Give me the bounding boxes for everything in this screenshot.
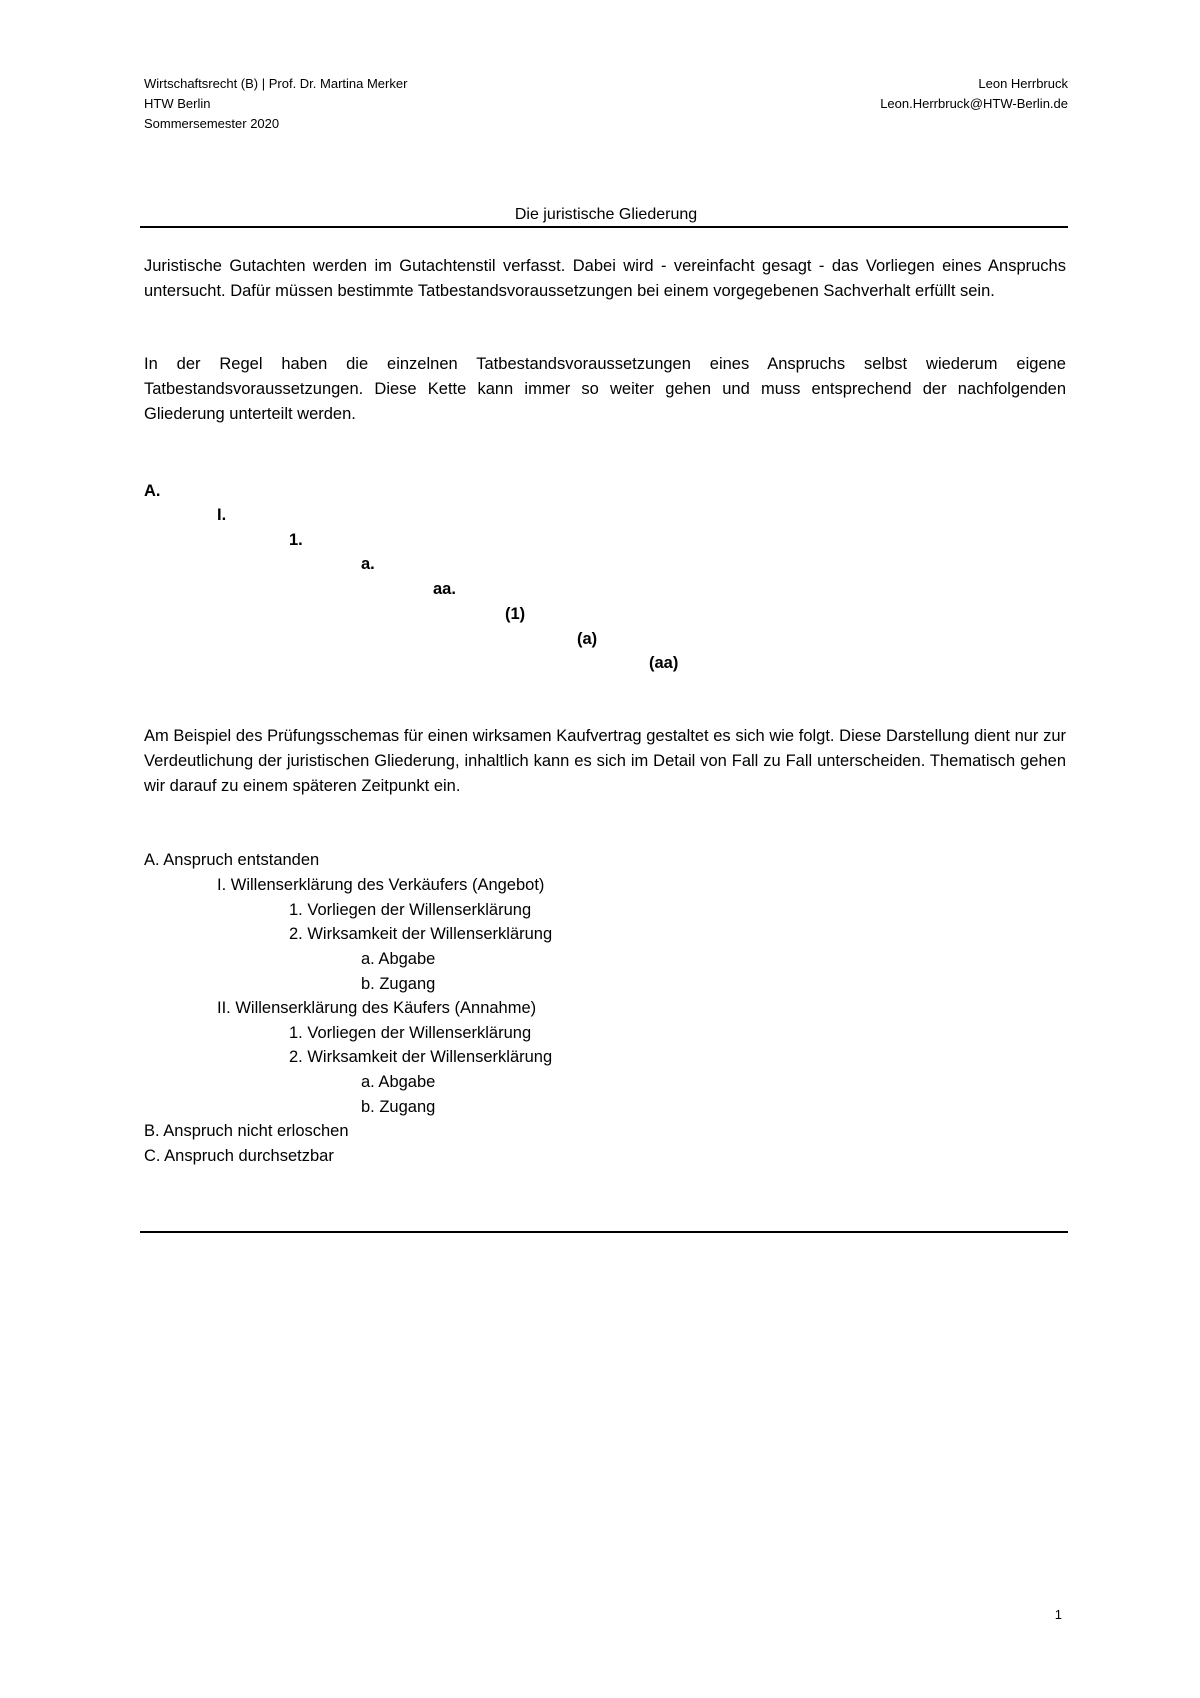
scheme-level-1: A.	[144, 482, 161, 500]
example-line: 2. Wirksamkeit der Willenserklärung	[289, 925, 553, 943]
example-line: C. Anspruch durchsetzbar	[144, 1147, 334, 1165]
example-line: 1. Vorliegen der Willenserklärung	[289, 1024, 532, 1042]
scheme-level-3: 1.	[289, 531, 303, 549]
header-right	[880, 74, 1068, 114]
scheme-level-4: a.	[361, 555, 375, 573]
paragraph-example-intro: Am Beispiel des Prüfungsschemas für einen wirksamen Kaufvertrag gestaltet es sich wie folgt. Diese Darstellung dient nur zur Verdeutlichung der juristischen Gliederung, inhaltlich kann es sich im Detail von Fall zu Fall unterscheiden. Thematisch gehen wir darauf zu einem späteren Zeitpunkt ein.	[144, 727, 1066, 795]
example-line: a. Abgabe	[361, 1073, 436, 1091]
header-email: Leon.Herrbruck@HTW-Berlin.de	[880, 96, 1068, 111]
example-line: A. Anspruch entstanden	[144, 851, 320, 869]
header-university: HTW Berlin	[144, 96, 211, 111]
example-line: b. Zugang	[361, 975, 436, 993]
scheme-level-6: (1)	[505, 605, 526, 623]
title-divider	[140, 226, 1068, 228]
header-author: Leon Herrbruck	[978, 76, 1068, 91]
header-semester: Sommersemester 2020	[144, 116, 280, 131]
example-line: b. Zugang	[361, 1098, 436, 1116]
scheme-level-2: I.	[217, 506, 227, 524]
paragraph-intro: Juristische Gutachten werden im Gutachtenstil verfasst. Dabei wird - vereinfacht gesagt - das Vorliegen eines Anspruchs untersucht. Dafür müssen bestimmte Tatbestandsvoraussetzungen bei einem vorgegebenen Sachverhalt erfüllt sein.	[144, 257, 1066, 300]
header-left	[144, 74, 407, 134]
scheme-level-7: (a)	[577, 630, 598, 648]
example-line: 1. Vorliegen der Willenserklärung	[289, 901, 532, 919]
header-course: Wirtschaftsrecht (B) | Prof. Dr. Martina Merker	[144, 76, 408, 91]
scheme-level-8: (aa)	[649, 654, 679, 672]
page-number: 1	[1054, 1607, 1062, 1622]
example-line: I. Willenserklärung des Verkäufers (Angebot)	[217, 876, 545, 894]
example-line: II. Willenserklärung des Käufers (Annahme)	[217, 999, 537, 1017]
example-line: a. Abgabe	[361, 950, 436, 968]
paragraph-rule: In der Regel haben die einzelnen Tatbestandsvoraussetzungen eines Anspruchs selbst wiederum eigene Tatbestandsvoraussetzungen. Diese Kette kann immer so weiter gehen und muss entsprechend der nachfolgenden Gliederung unterteilt werden.	[144, 355, 1066, 423]
scheme-level-5: aa.	[433, 580, 456, 598]
example-line: B. Anspruch nicht erloschen	[144, 1122, 349, 1140]
bottom-divider	[140, 1231, 1068, 1233]
example-line: 2. Wirksamkeit der Willenserklärung	[289, 1048, 553, 1066]
page-title: Die juristische Gliederung	[514, 206, 698, 223]
